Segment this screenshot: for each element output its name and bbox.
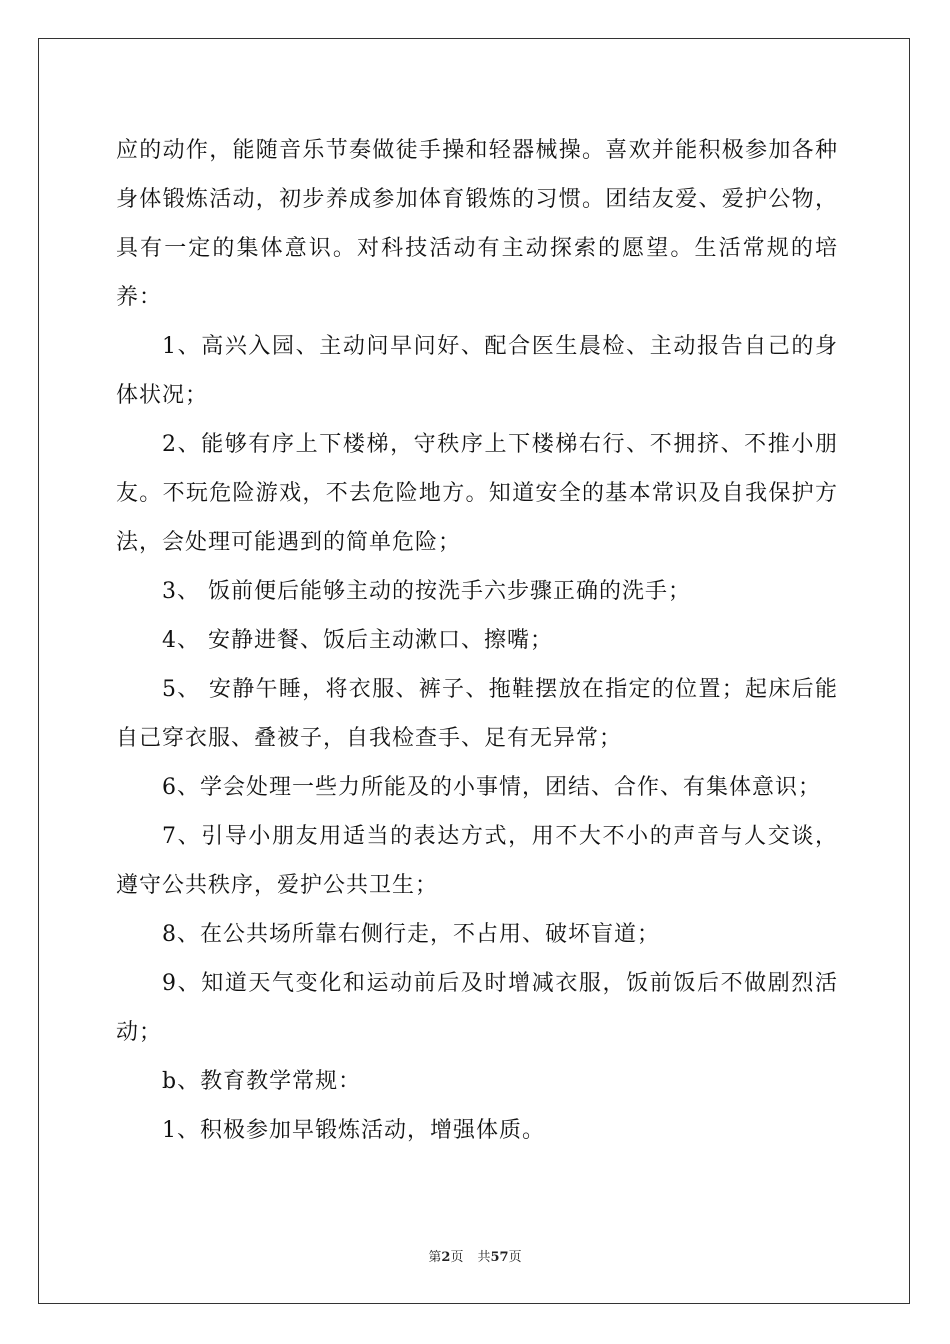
- total-suffix: 页: [508, 1250, 522, 1265]
- page-footer: [0, 1246, 950, 1265]
- paragraph-continuation: 应的动作，能随音乐节奏做徒手操和轻器械操。喜欢并能积极参加各种身体锻炼活动，初步养成参加体育锻炼的习惯。团结友爱、爱护公物，具有一定的集体意识。对科技活动有主动探索的愿望。生活常规的培养：: [116, 138, 838, 310]
- paragraph-b-item-1: 1、积极参加早锻炼活动，增强体质。: [162, 1118, 545, 1143]
- paragraph-item-8: 8、在公共场所靠右侧行走，不占用、破坏盲道；: [162, 922, 660, 947]
- section-heading-b: b、教育教学常规：: [162, 1069, 362, 1094]
- paragraph-item-9: 9、知道天气变化和运动前后及时增减衣服，饭前饭后不做剧烈活动；: [116, 971, 838, 1045]
- paragraph-item-4: 4、 安静进餐、饭后主动漱口、擦嘴；: [162, 628, 553, 653]
- page-suffix: 页: [450, 1250, 464, 1265]
- page-number: 2: [441, 1250, 451, 1265]
- paragraph-item-1: 1、高兴入园、主动问早问好、配合医生晨检、主动报告自己的身体状况；: [116, 334, 838, 408]
- total-pages: 57: [490, 1250, 509, 1265]
- document-body: [116, 126, 838, 1155]
- paragraph-item-6: 6、学会处理一些力所能及的小事情，团结、合作、有集体意识；: [162, 775, 821, 800]
- page-prefix: 第: [428, 1250, 442, 1265]
- total-prefix: 共: [477, 1250, 491, 1265]
- paragraph-item-5: 5、 安静午睡，将衣服、裤子、拖鞋摆放在指定的位置；起床后能自己穿衣服、叠被子，自我检查手、足有无异常；: [116, 677, 838, 751]
- paragraph-item-2: 2、能够有序上下楼梯，守秩序上下楼梯右行、不拥挤、不推小朋友。不玩危险游戏，不去危险地方。知道安全的基本常识及自我保护方法，会处理可能遇到的简单危险；: [116, 432, 838, 555]
- paragraph-item-7: 7、引导小朋友用适当的表达方式，用不大不小的声音与人交谈，遵守公共秩序，爱护公共卫生；: [116, 824, 838, 898]
- paragraph-item-3: 3、 饭前便后能够主动的按洗手六步骤正确的洗手；: [162, 579, 691, 604]
